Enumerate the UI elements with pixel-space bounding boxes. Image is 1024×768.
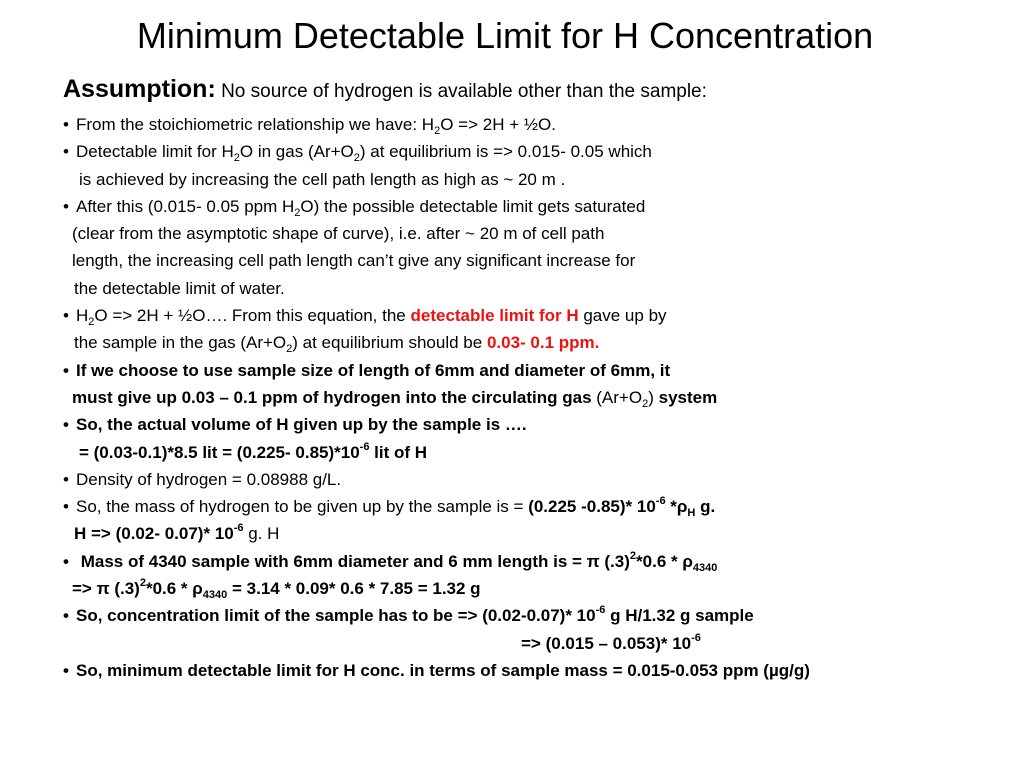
bullet-sample-size (63, 357, 1013, 384)
text: O) the possible detectable limit gets saturated (300, 196, 646, 216)
subscript: 2 (233, 152, 240, 165)
superscript: -6 (655, 495, 666, 508)
bullet-concentration-limit (63, 602, 1013, 629)
bullet-dot: • (63, 497, 69, 517)
bullet-dot: • (63, 360, 69, 380)
continuation-line (63, 329, 1013, 356)
text: => (0.015 – 0.053)* 10 (521, 633, 692, 653)
bullet-dot: • (63, 115, 69, 134)
text: *0.6 * ρ (145, 579, 203, 599)
bullet-dot: • (63, 196, 69, 216)
subscript: 2 (642, 397, 649, 410)
bullet-dot: • (63, 660, 69, 680)
assumption-text: No source of hydrogen is available other than the sample: (221, 81, 707, 102)
subscript: H (687, 507, 696, 520)
highlight-text: detectable limit for H (410, 306, 579, 326)
bullet-dot: • (63, 469, 69, 489)
text: the sample in the gas (Ar+O (74, 333, 287, 353)
bullet-dot: • (63, 142, 69, 162)
text: *ρ (665, 497, 688, 517)
superscript: -6 (595, 604, 606, 617)
text: Detectable limit for H (76, 142, 234, 162)
bullet-dot: • (63, 606, 69, 626)
superscript: 2 (629, 549, 637, 562)
text: = (0.03-0.1)*8.5 lit = (0.225- 0.85)*10 (79, 442, 360, 462)
text: So, the mass of hydrogen to be given up by the sample is = (76, 497, 529, 517)
text: => π (.3) (72, 579, 140, 599)
bullet-mass-sample (63, 548, 1013, 575)
text: g. (695, 497, 716, 517)
slide-title: Minimum Detectable Limit for H Concentration (136, 15, 874, 56)
bullet-saturation (63, 193, 1013, 220)
text: H (76, 306, 89, 326)
text: lit of H (369, 442, 428, 462)
superscript: -6 (359, 440, 370, 453)
text: O => 2H + ½O…. From this equation, the (94, 306, 411, 326)
superscript: -6 (233, 522, 244, 535)
text: (0.225 -0.85)* 10 (528, 497, 656, 517)
continuation-line (63, 384, 1013, 411)
text: So, concentration limit of the sample has to be => (0.02-0.07)* 10 (76, 606, 596, 626)
bullet-dot: • (63, 415, 69, 435)
continuation-line: the detectable limit of water. (74, 278, 285, 298)
text: After this (0.015- 0.05 ppm H (76, 196, 295, 216)
text: If we choose to use sample size of length of 6mm and diameter of 6mm, it (76, 360, 671, 380)
bullet-minimum-limit (63, 657, 1013, 684)
highlight-text: 0.03- 0.1 ppm. (486, 333, 600, 353)
text: O in gas (Ar+O (239, 142, 354, 162)
slide-body (63, 70, 1013, 684)
bullet-detectable-limit-water (63, 138, 1013, 165)
superscript: 2 (139, 577, 146, 590)
continuation-line: length, the increasing cell path length can’t give any significant increase for (72, 251, 636, 271)
text: g H/1.32 g sample (605, 606, 754, 626)
continuation-line: (clear from the asymptotic shape of curve), i.e. after ~ 20 m of cell path (72, 224, 605, 244)
text: O => 2H + ½O. (440, 115, 556, 134)
text: = 3.14 * 0.09* 0.6 * 7.85 = 1.32 g (227, 579, 481, 599)
subscript: 2 (434, 125, 441, 137)
text: ) at equilibrium should be (292, 333, 487, 353)
text: *0.6 * ρ (636, 551, 693, 571)
superscript: -6 (691, 631, 701, 644)
text: must give up 0.03 – 0.1 ppm of hydrogen into the circulating gas (72, 387, 592, 407)
subscript: 2 (294, 206, 301, 219)
bullet-density (63, 466, 1013, 493)
bullet-dot: • (63, 306, 69, 326)
subscript: 2 (88, 316, 95, 329)
subscript: 2 (286, 343, 293, 356)
bullet-actual-volume (63, 411, 1013, 438)
assumption-line (63, 70, 1013, 111)
continuation-line (63, 439, 1013, 466)
text: ) (648, 387, 654, 407)
text: So, the actual volume of H given up by the sample is …. (76, 415, 527, 435)
text: (Ar+O (591, 387, 643, 407)
continuation-line (63, 575, 1013, 602)
text: system (653, 387, 718, 407)
text: From the stoichiometric relationship we have: H (76, 115, 435, 134)
text: So, minimum detectable limit for H conc. in terms of sample mass = 0.015-0.053 ppm (µg/g) (76, 660, 810, 680)
text: g. H (243, 524, 280, 544)
subscript: 2 (353, 152, 360, 165)
subscript: 4340 (692, 561, 718, 574)
continuation-line (63, 630, 1013, 657)
text: gave up by (578, 306, 667, 326)
subscript: 4340 (202, 589, 228, 602)
bullet-equation (63, 302, 1013, 329)
continuation-line: is achieved by increasing the cell path length as high as ~ 20 m . (79, 169, 566, 189)
bullet-mass-hydrogen (63, 493, 1013, 520)
assumption-label: Assumption: (63, 75, 216, 103)
text: Mass of 4340 sample with 6mm diameter and 6 mm length is = π (.3) (80, 551, 630, 571)
text: H => (0.02- 0.07)* 10 (74, 524, 234, 544)
text: Density of hydrogen = 0.08988 g/L. (76, 469, 342, 489)
bullet-dot: • (63, 551, 69, 571)
continuation-line (63, 520, 1013, 547)
text: ) at equilibrium is => 0.015- 0.05 which (359, 142, 652, 162)
bullet-stoichiometry (63, 111, 1013, 138)
